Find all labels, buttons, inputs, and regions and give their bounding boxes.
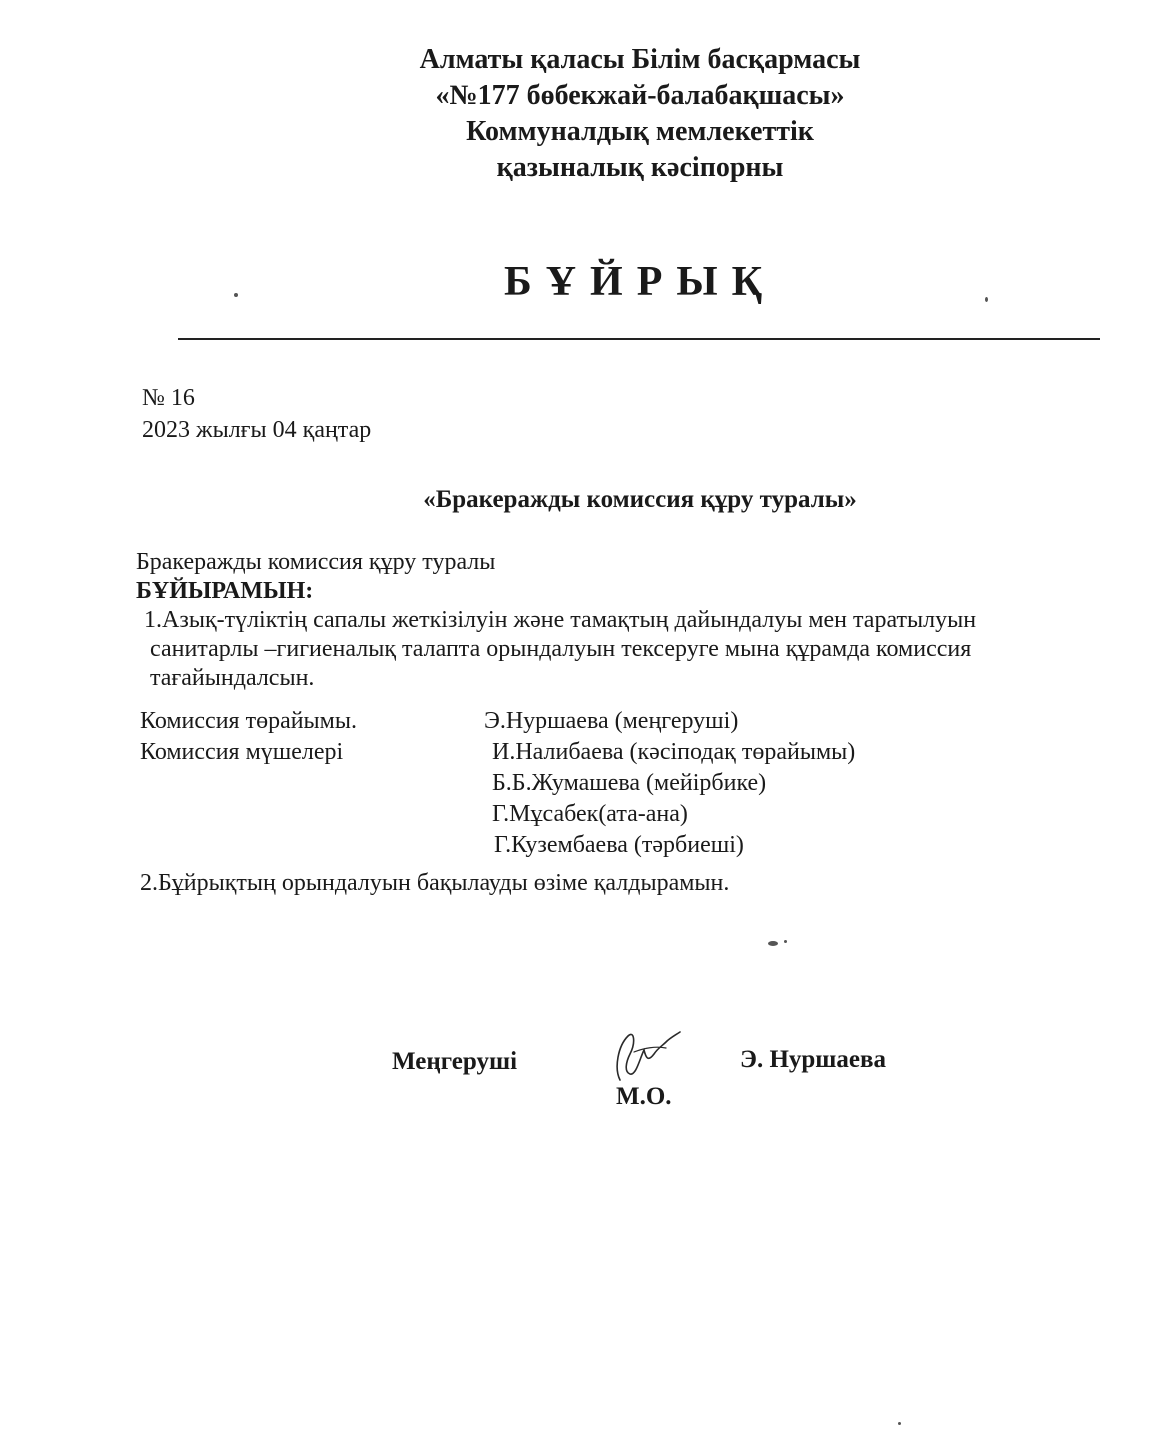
commission-chair-row bbox=[140, 706, 855, 737]
chair-label: Комиссия төрайымы. bbox=[140, 708, 357, 734]
header-line-3: Коммуналдық мемлекеттік bbox=[466, 116, 814, 147]
commission-member-row bbox=[140, 768, 855, 799]
stamp-mark: М.О. bbox=[616, 1083, 672, 1110]
scan-speck bbox=[234, 293, 238, 297]
point-1 bbox=[136, 606, 1136, 693]
organization-header bbox=[270, 42, 1010, 186]
scan-speck bbox=[898, 1422, 901, 1425]
member-name: Б.Б.Жумашева (мейірбике) bbox=[492, 770, 767, 796]
order-body bbox=[136, 548, 1136, 693]
document-meta bbox=[142, 382, 371, 446]
scan-speck bbox=[768, 941, 778, 946]
order-date: 2023 жылғы 04 қаңтар bbox=[142, 417, 372, 443]
member-name: Г.Кузембаева (тәрбиеші) bbox=[494, 832, 744, 858]
scan-speck bbox=[985, 297, 988, 302]
order-number: № 16 bbox=[142, 385, 195, 411]
commission-list bbox=[140, 706, 855, 861]
point-1-line-1: 1.Азық-түліктің сапалы жеткізілуін және тамақтың дайындалуы мен таратылуын bbox=[144, 607, 977, 633]
point-2: 2.Бұйрықтың орындалуын бақылауды өзіме қалдырамын. bbox=[140, 870, 730, 896]
signatory-position: Меңгеруші bbox=[392, 1048, 518, 1075]
commission-member-row bbox=[140, 830, 855, 861]
document-title: БҰЙРЫҚ bbox=[503, 259, 777, 305]
header-line-2: «№177 бөбекжай-балабақшасы» bbox=[435, 80, 845, 111]
order-word: БҰЙЫРАМЫН: bbox=[136, 578, 314, 604]
header-line-4: қазыналық кәсіпорны bbox=[496, 152, 784, 183]
order-subject: «Бракеражды комиссия құру туралы» bbox=[423, 486, 857, 513]
members-label: Комиссия мүшелері bbox=[140, 739, 344, 765]
member-name: И.Налибаева (кәсіподақ төрайымы) bbox=[492, 739, 856, 765]
intro-text: Бракеражды комиссия құру туралы bbox=[136, 549, 496, 575]
commission-member-row bbox=[140, 799, 855, 830]
title-divider bbox=[178, 338, 1100, 340]
point-1-line-2: санитарлы –гигиеналық талапта орындалуын тексеруге мына құрамда комиссия bbox=[150, 636, 972, 662]
chair-name: Э.Нуршаева (меңгеруші) bbox=[484, 708, 739, 734]
scan-speck bbox=[784, 940, 787, 943]
signatory-name: Э. Нуршаева bbox=[740, 1046, 887, 1073]
point-1-line-3: тағайындалсын. bbox=[150, 665, 315, 691]
member-name: Г.Мұсабек(ата-ана) bbox=[492, 801, 688, 827]
commission-member-row bbox=[140, 737, 855, 768]
header-line-1: Алматы қаласы Білім басқармасы bbox=[419, 44, 861, 75]
handwritten-signature bbox=[600, 1028, 692, 1084]
